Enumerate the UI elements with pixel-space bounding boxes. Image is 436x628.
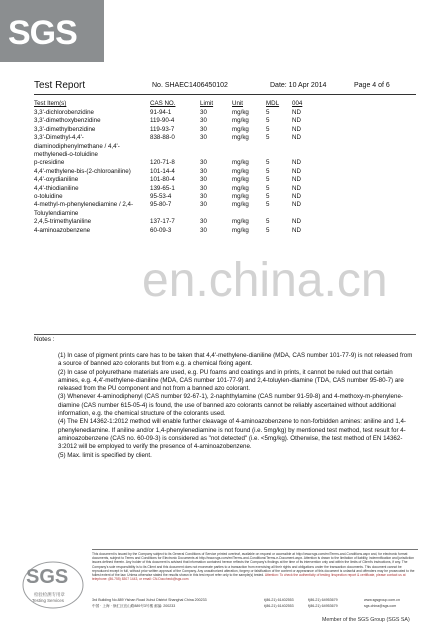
seal-english-text: Testing Services (32, 598, 64, 603)
telephone-cn: t(86-21) 61402553 (264, 604, 294, 608)
cell-cas-no: 120-71-8 (150, 159, 175, 167)
fax-cn: f(86-21) 64953679 (308, 604, 338, 608)
cell-mdl: 5 (266, 226, 270, 234)
cell-test-item: 3,3'-Dimethyl-4,4'-diaminodiphenylmethane / 4,4'-methylenedi-o-toluidine (34, 134, 120, 159)
cell-mdl: 5 (266, 134, 270, 142)
cell-test-item: 4,4'-thiodianiline (34, 184, 79, 192)
cell-result: ND (292, 201, 301, 209)
cell-result: ND (292, 159, 301, 167)
table-row (34, 227, 322, 235)
telephone: t(86-21) 61402553 (264, 598, 294, 602)
cell-mdl: 5 (266, 184, 270, 192)
cell-mdl: 5 (266, 159, 270, 167)
sgs-logo-text: SGS (8, 14, 77, 52)
notes-list (58, 352, 414, 460)
cell-result: ND (292, 218, 301, 226)
cell-test-item: 4,4'-oxydianiline (34, 176, 79, 184)
cell-result: ND (292, 167, 301, 175)
cell-test-item: 2,4,5-trimethylaniline (34, 218, 92, 226)
report-title: Test Report (34, 80, 86, 91)
header-divider (34, 94, 416, 95)
table-row (34, 109, 322, 117)
cell-limit: 30 (200, 201, 207, 209)
cell-unit: mg/kg (232, 193, 249, 201)
cell-cas-no: 91-94-1 (150, 109, 172, 116)
col-header-limit: Limit (200, 99, 214, 107)
cell-unit: mg/kg (232, 159, 249, 167)
table-row (34, 159, 322, 167)
cell-unit: mg/kg (232, 134, 249, 142)
table-row (34, 193, 322, 201)
note-item: (4) The EN 14362-1:2012 method will enable further cleavage of 4-aminoazobenzene to non-forbidden amines: aniline and 1,4-phenylenediamine. If aniline and/or 1,4-phenylenediamine is not found (i.e. 5mg/kg) by mentioned test method, test result for 4-aminoazobenzene (CAS no. 60-09-3) is considered as "not detected" (i.e. <5mg/kg). Otherwise, the test method of EN 14362-3:2012 will be employed to verify the presence of 4-aminoazobenzene. (58, 418, 406, 451)
cell-unit: mg/kg (232, 201, 249, 209)
cell-limit: 30 (200, 167, 207, 175)
cell-cas-no: 137-17-7 (150, 218, 175, 226)
cell-mdl: 5 (266, 201, 270, 209)
cell-cas-no: 101-14-4 (150, 167, 175, 175)
disclaimer-text: This document is issued by the Company subject to its General Conditions of Service printed overleaf, available on request or accessible at http://www.sgs.com/en/Terms-and-Conditions.aspx and, for electronic format documents, subject to Terms and Conditions for Electronic Documents at http://www.sgs.com/en/Terms-and-Conditions/Terms-e-Document.aspx. Attention is drawn to the limitation of liability, indemnification and jurisdiction issues defined therein. Any holder of this document is advised that information contained hereon reflects the Company's findings at the time of its intervention only and within the limits of Client's instructions, if any. The Company's sole responsibility is to its Client and this document does not exonerate parties to a transaction from exercising all their rights and obligations under the transaction documents. This document cannot be reproduced except in full, without prior written approval of the Company. Any unauthorized alteration, forgery or falsification of the content or appearance of this document is unlawful and offenders may be prosecuted to the fullest extent of the law. Unless otherwise stated the results shown in this test report refer only to the sample(s) tested. (92, 552, 415, 578)
address-chinese: 中国 · 上海 · 徐汇区宜山路889号3号楼 邮编: 200233 (92, 604, 176, 608)
cell-cas-no: 139-65-1 (150, 184, 175, 192)
cell-limit: 30 (200, 109, 207, 116)
cell-unit: mg/kg (232, 218, 249, 226)
fax: f(86-21) 64953679 (308, 598, 338, 602)
cell-result: ND (292, 184, 301, 192)
cell-limit: 30 (200, 218, 207, 226)
table-row (34, 168, 322, 176)
note-item: (1) In case of pigment prints care has to be taken that 4,4'-methylene-dianiline (MDA, CAS number 101-77-9) is not released from a source of banned azo colorants but from e.g. a chemical fixing agent. (58, 352, 413, 368)
cell-limit: 30 (200, 159, 207, 167)
seal-word: SGS (26, 566, 69, 588)
cell-test-item: o-toluidine (34, 193, 63, 201)
cell-limit: 30 (200, 184, 207, 192)
cell-mdl: 5 (266, 167, 270, 175)
col-header-mdl: MDL (266, 99, 280, 107)
cell-cas-no: 95-80-7 (150, 201, 172, 209)
cell-result: ND (292, 226, 301, 234)
cell-cas-no: 101-80-4 (150, 176, 175, 184)
cell-result: ND (292, 109, 301, 116)
footer-divider (92, 549, 418, 550)
sgs-seal (20, 560, 86, 610)
note-item: (3) Whenever 4-aminodiphenyl (CAS number 92-67-1), 2-naphthylamine (CAS number 91-59-8) and 4-methoxy-m-phenylene-diamine (CAS number 615-05-4) is found, the use of banned azo colorants cannot be reliably ascertained without additional information, e.g. the chemical structure of the colorants used. (58, 393, 403, 418)
results-table (34, 99, 322, 235)
email: sgs.china@sgs.com (364, 604, 397, 608)
cell-unit: mg/kg (232, 109, 249, 116)
cell-test-item: 3,3'-dimethylbenzidine (34, 125, 96, 133)
cell-mdl: 5 (266, 117, 270, 125)
address-english: 3rd Building No.889 Yishan Road Xuhui District Shanghai China 200233 (92, 598, 207, 602)
cell-test-item: p-cresidine (34, 159, 65, 167)
table-header-row (34, 99, 322, 109)
table-row (34, 134, 322, 159)
table-row (34, 218, 322, 226)
cell-mdl: 5 (266, 218, 270, 226)
website: www.sgsgroup.com.cn (364, 598, 400, 602)
cell-result: ND (292, 134, 301, 142)
col-header-cas-no: CAS NO. (150, 99, 176, 107)
cell-unit: mg/kg (232, 117, 249, 125)
cell-result: ND (292, 125, 301, 133)
cell-test-item: 4-methyl-m-phenylenediamine / 2,4-Toluylendiamine (34, 201, 134, 217)
cell-test-item: 4,4'-methylene-bis-(2-chloroaniline) (34, 167, 131, 175)
cell-cas-no: 119-93-7 (150, 125, 175, 133)
cell-cas-no: 60-09-3 (150, 226, 172, 234)
cell-mdl: 5 (266, 109, 270, 116)
cell-cas-no: 838-88-0 (150, 134, 175, 142)
cell-test-item: 4-aminoazobenzene (34, 226, 91, 234)
cell-unit: mg/kg (232, 125, 249, 133)
cell-mdl: 5 (266, 176, 270, 184)
cell-limit: 30 (200, 193, 207, 201)
cell-unit: mg/kg (232, 167, 249, 175)
watermark: en.china.cn (142, 254, 388, 307)
cell-limit: 30 (200, 134, 207, 142)
col-header-unit: Unit (232, 99, 244, 107)
cell-mdl: 5 (266, 193, 270, 201)
col-header-004: 004 (292, 99, 303, 107)
authenticity-notice: Attention: To check the authenticity of testing /inspection report & certificate, please contact us at telephone: (86-755) 8307 1443, or email: CN.Doccheck@sgs.com (92, 573, 406, 582)
report-date: Date: 10 Apr 2014 (270, 82, 327, 89)
cell-limit: 30 (200, 117, 207, 125)
cell-limit: 30 (200, 176, 207, 184)
page-number: Page 4 of 6 (354, 82, 390, 89)
cell-mdl: 5 (266, 125, 270, 133)
report-number: No. SHAEC1406450102 (152, 82, 228, 89)
cell-unit: mg/kg (232, 184, 249, 192)
cell-test-item: 3,3'-dimethoxybenzidine (34, 117, 101, 125)
table-row (34, 176, 322, 184)
cell-result: ND (292, 117, 301, 125)
cell-limit: 30 (200, 226, 207, 234)
cell-cas-no: 119-90-4 (150, 117, 175, 125)
table-row (34, 201, 322, 218)
sgs-logo (0, 0, 104, 62)
note-item: (5) Max. limit is specified by client. (58, 451, 152, 459)
seal-chinese-text: 检验检测专用章 (34, 592, 65, 597)
table-row (34, 185, 322, 193)
table-row (34, 117, 322, 125)
cell-unit: mg/kg (232, 226, 249, 234)
member-line: Member of the SGS Group (SGS SA) (322, 617, 410, 623)
notes-label: Notes : (34, 336, 55, 343)
cell-limit: 30 (200, 125, 207, 133)
cell-cas-no: 95-53-4 (150, 193, 172, 201)
cell-result: ND (292, 193, 301, 201)
cell-result: ND (292, 176, 301, 184)
cell-test-item: 3,3'-dichlorobenzidine (34, 109, 95, 116)
notes-divider (34, 334, 416, 335)
cell-unit: mg/kg (232, 176, 249, 184)
col-header-test-item: Test Item(s) (34, 99, 67, 107)
note-item: (2) In case of polyurethane materials are used, e.g. PU foams and coatings and in prints, it cannot be ruled out that certain amines, e.g. 4,4'-methylene-dianiline (MDA, CAS number 101-77-9) and 2,4-toluylen-diamine (TDA, CAS number 95-80-7) are released from the PU component and not from a banned azo colorant. (58, 368, 404, 393)
legal-disclaimer (92, 552, 418, 581)
table-row (34, 126, 322, 134)
